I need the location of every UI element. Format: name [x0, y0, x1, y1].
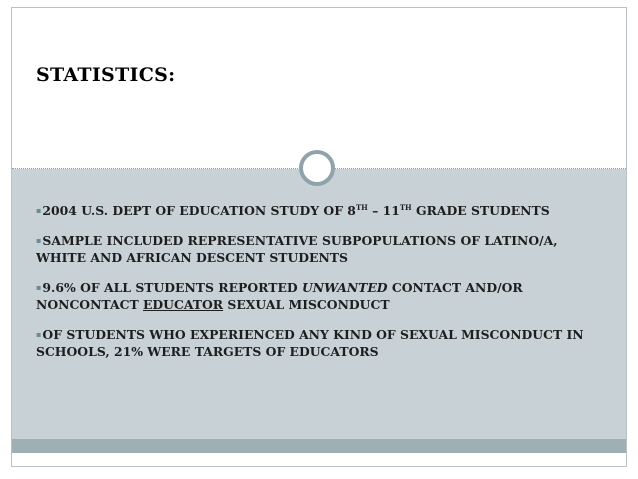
bullet-text: – 11 — [367, 203, 400, 218]
circle-ornament-icon — [299, 150, 335, 186]
superscript: TH — [355, 202, 368, 212]
bottom-strip — [12, 439, 626, 453]
emphasized-word: UNWANTED — [301, 280, 388, 295]
bullet-marker-icon: ▪ — [36, 282, 42, 292]
bullet-item-sample — [36, 232, 596, 266]
bullet-text: 2004 U.S. DEPT OF EDUCATION STUDY OF 8 — [42, 203, 356, 218]
bullet-item-targets — [36, 326, 596, 360]
bullet-text: CONTACT AND/OR NONCONTACT — [36, 280, 523, 312]
bullet-item-study — [36, 202, 596, 219]
slide-title: STATISTICS: — [36, 64, 176, 86]
title-area — [12, 8, 626, 168]
bullet-text: 9.6% OF ALL STUDENTS REPORTED — [42, 280, 302, 295]
bullet-marker-icon: ▪ — [36, 205, 42, 215]
content-area — [12, 169, 626, 453]
underlined-word: EDUCATOR — [142, 297, 224, 312]
bullet-text: SEXUAL MISCONDUCT — [223, 297, 390, 312]
bullet-text: OF STUDENTS WHO EXPERIENCED ANY KIND OF SEXUAL MISCONDUCT IN SCHOOLS, 21% WERE TARGETS OF EDUCATORS — [36, 327, 584, 359]
bullet-marker-icon: ▪ — [36, 329, 42, 339]
bullet-text: SAMPLE INCLUDED REPRESENTATIVE SUBPOPULATIONS OF LATINO/A, WHITE AND AFRICAN DESCENT STUDENTS — [36, 233, 558, 265]
bullet-item-percentage — [36, 279, 596, 313]
slide — [11, 7, 627, 467]
superscript: TH — [399, 202, 412, 212]
bullet-text: GRADE STUDENTS — [411, 203, 550, 218]
bullet-list — [36, 202, 596, 373]
bullet-marker-icon: ▪ — [36, 235, 42, 245]
